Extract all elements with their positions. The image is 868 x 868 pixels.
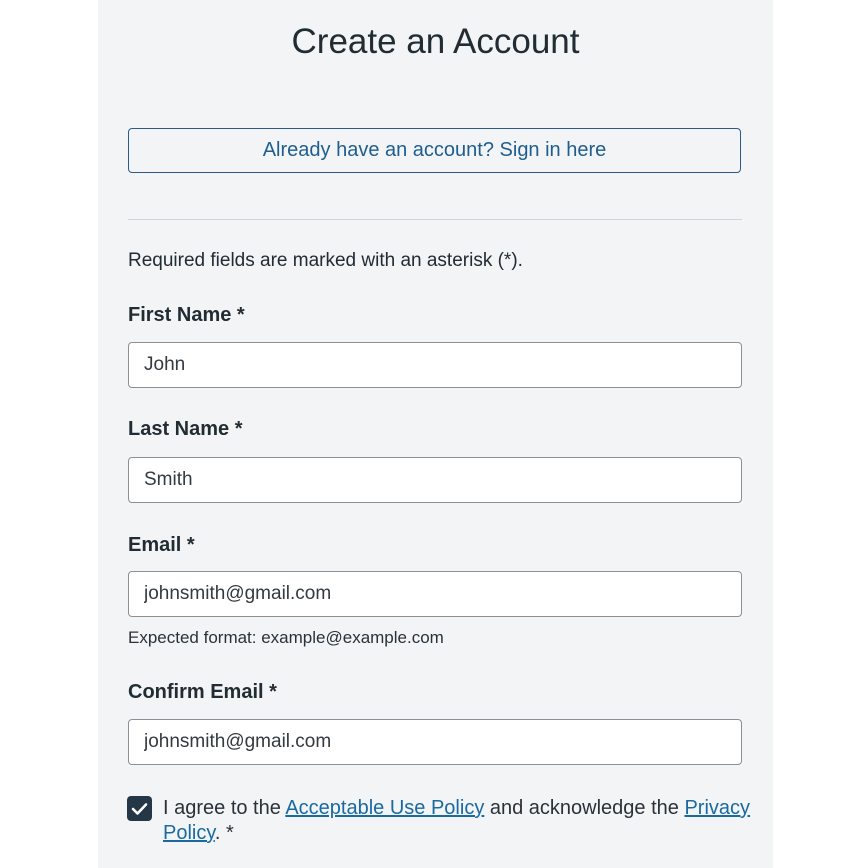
agreement-suffix: . * xyxy=(214,822,234,844)
email-input[interactable] xyxy=(128,571,742,617)
agreement-prefix: I agree to the xyxy=(163,797,286,819)
email-label: Email * xyxy=(128,534,195,556)
email-format-hint: Expected format: example@example.com xyxy=(128,628,444,647)
last-name-label: Last Name * xyxy=(128,418,243,440)
agreement-checkbox[interactable] xyxy=(127,796,152,821)
agreement-middle: and acknowledge the xyxy=(484,797,685,819)
agreement-text xyxy=(163,796,753,846)
sign-in-button[interactable]: Already have an account? Sign in here xyxy=(128,128,741,173)
first-name-input[interactable] xyxy=(128,342,742,388)
page-title: Create an Account xyxy=(291,22,580,61)
last-name-input[interactable] xyxy=(128,457,742,503)
divider xyxy=(128,219,742,220)
confirm-email-input[interactable] xyxy=(128,719,742,765)
privacy-policy-link[interactable]: Privacy Policy xyxy=(163,797,751,844)
checkmark-icon xyxy=(131,802,148,816)
required-fields-note: Required fields are marked with an asterisk (*). xyxy=(128,250,523,271)
form-panel xyxy=(98,0,773,868)
confirm-email-label: Confirm Email * xyxy=(128,681,277,703)
acceptable-use-policy-link[interactable]: Acceptable Use Policy xyxy=(285,797,485,819)
first-name-label: First Name * xyxy=(128,304,245,326)
